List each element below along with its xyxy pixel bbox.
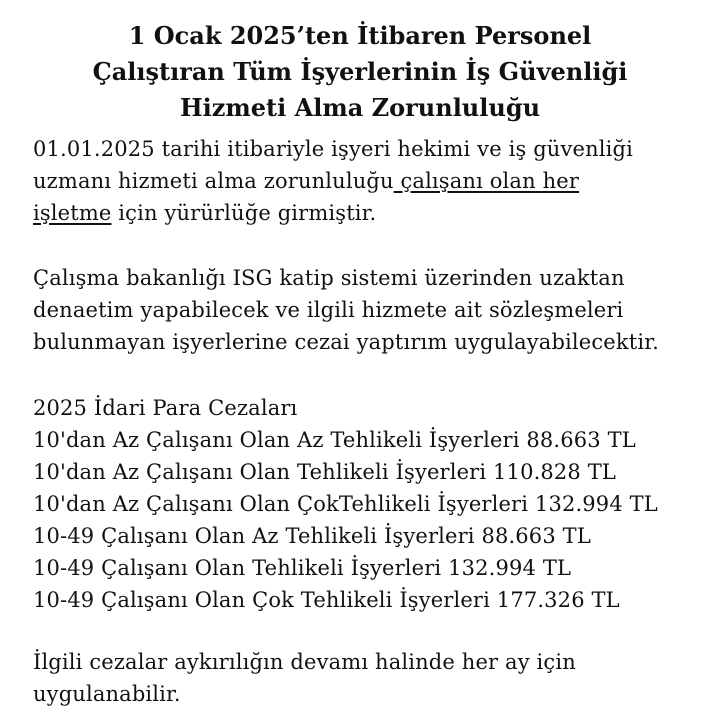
paragraph-line [33,165,718,197]
paragraph-line: bulunmayan işyerlerine cezai yaptırım uygulayabilecektir. [33,330,659,354]
paragraph-inspection [33,262,718,358]
title-line-3: Hizmeti Alma Zorunluluğu [179,93,541,122]
text-segment: için yürürlüğe girmiştir. [111,201,377,225]
fines-heading: 2025 İdari Para Cezaları [33,396,298,420]
fine-item: 10-49 Çalışanı Olan Çok Tehlikeli İşyerleri 177.326 TL [33,588,620,612]
paragraph-line: 01.01.2025 tarihi itibariyle işyeri hekimi ve iş güvenliği [33,137,633,161]
fine-item: 10'dan Az Çalışanı Olan ÇokTehlikeli İşyerleri 132.994 TL [33,492,658,516]
fine-item: 10-49 Çalışanı Olan Az Tehlikeli İşyerleri 88.663 TL [33,524,591,548]
text-segment: uzmanı hizmeti alma zorunluluğu [33,169,394,193]
paragraph-line: İlgili cezalar aykırılığın devamı halinde her ay için [33,650,576,674]
paragraph-line: denaetim yapabilecek ve ilgili hizmete ait sözleşmeleri [33,298,624,322]
paragraph-line: uygulanabilir. [33,682,181,706]
paragraph-line: Çalışma bakanlığı ISG katip sistemi üzerinden uzaktan [33,266,625,290]
underlined-text: çalışanı olan her [393,169,580,193]
paragraph-closing [33,646,718,710]
paragraph-line [33,197,718,229]
fines-section [33,392,718,616]
fine-item: 10-49 Çalışanı Olan Tehlikeli İşyerleri 132.994 TL [33,556,572,580]
fine-item: 10'dan Az Çalışanı Olan Az Tehlikeli İşyerleri 88.663 TL [33,428,636,452]
title-line-2: Çalıştıran Tüm İşyerlerinin İş Güvenliği [92,57,628,86]
fine-item: 10'dan Az Çalışanı Olan Tehlikeli İşyerleri 110.828 TL [33,460,617,484]
underlined-text: işletme [33,201,112,225]
document-title [0,18,720,126]
paragraph-obligation [33,133,718,229]
title-line-1: 1 Ocak 2025’ten İtibaren Personel [128,21,592,50]
